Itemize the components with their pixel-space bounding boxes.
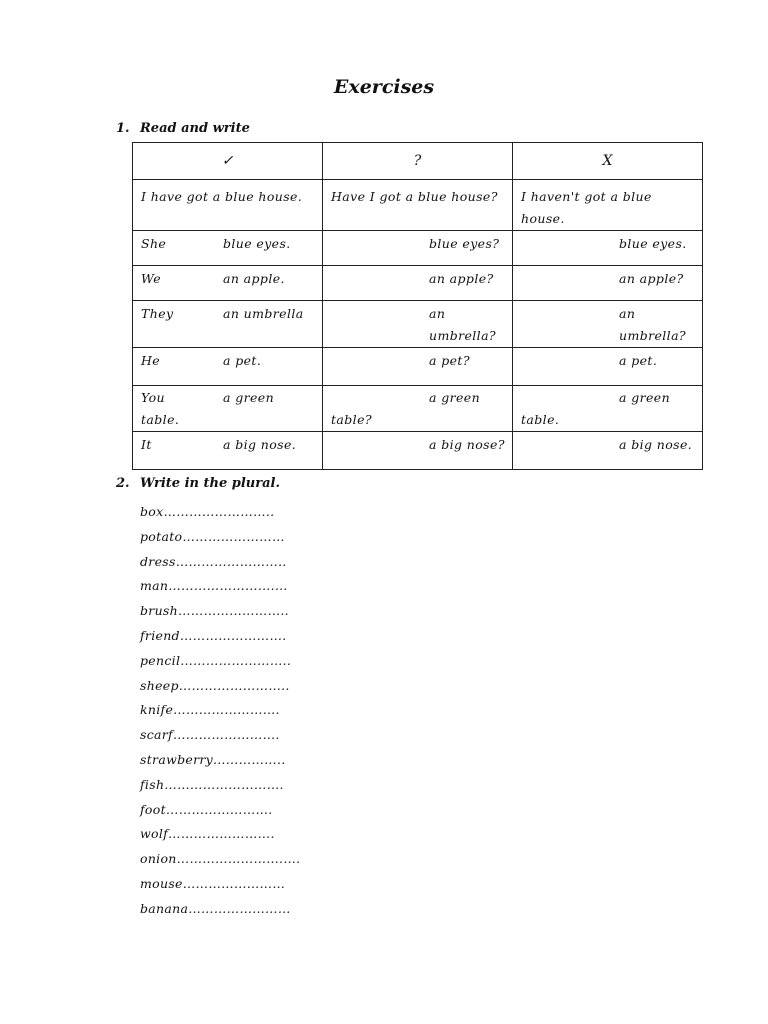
table-row xyxy=(133,266,703,301)
cell-text: I have got a blue house. xyxy=(141,189,303,204)
object: a pet. xyxy=(619,353,658,368)
table-cell xyxy=(323,180,513,231)
list-item: pencil…………………….. xyxy=(140,652,292,668)
subject: It xyxy=(141,437,152,452)
table-cell xyxy=(323,348,513,386)
table-cell xyxy=(133,386,323,432)
list-item: potato…………………… xyxy=(140,528,285,544)
table-cell xyxy=(133,432,323,470)
list-item: banana…………………… xyxy=(140,900,291,916)
cell-text: Have I got a blue house? xyxy=(331,189,498,204)
table-cell xyxy=(513,180,703,231)
header-affirmative: ✓ xyxy=(133,143,323,180)
list-item: scarf……………………. xyxy=(140,727,280,743)
table-row xyxy=(133,348,703,386)
object: a green xyxy=(223,390,275,405)
object: a pet? xyxy=(429,353,470,368)
table-cell xyxy=(133,180,323,231)
table-cell xyxy=(323,432,513,470)
object: a big nose. xyxy=(223,437,297,452)
subject: He xyxy=(141,353,161,368)
table-cell xyxy=(513,266,703,301)
section-1-title: Read and write xyxy=(140,121,250,136)
object: an umbrella xyxy=(223,306,304,321)
table-row xyxy=(133,301,703,348)
table-cell xyxy=(133,231,323,266)
object: an apple. xyxy=(223,271,285,286)
list-item: box…………………….. xyxy=(140,504,275,519)
list-item: onion…………………….…. xyxy=(140,851,301,867)
section-2-heading xyxy=(116,476,280,491)
table-row xyxy=(133,180,703,231)
table-cell xyxy=(133,266,323,301)
object: a pet. xyxy=(223,353,262,368)
table-row xyxy=(133,386,703,432)
cell-text: I haven't got a blue house. xyxy=(521,189,652,226)
object: an apple? xyxy=(429,271,494,286)
object: an umbrella? xyxy=(619,306,687,343)
table-cell xyxy=(513,231,703,266)
object-continued: table. xyxy=(521,412,560,427)
subject: They xyxy=(141,306,174,321)
object: blue eyes? xyxy=(429,236,500,251)
subject: She xyxy=(141,236,167,251)
page-title: Exercises xyxy=(333,76,435,98)
header-question: ? xyxy=(323,143,513,180)
subject: You xyxy=(141,390,165,405)
section-2-title: Write in the plural. xyxy=(140,476,280,491)
list-item: sheep…………………….. xyxy=(140,677,290,693)
table-cell xyxy=(513,301,703,348)
table-cell xyxy=(323,231,513,266)
object-continued: table? xyxy=(331,412,372,427)
read-and-write-table xyxy=(132,142,703,470)
subject: We xyxy=(141,271,162,286)
list-item: foot……………………. xyxy=(140,801,273,817)
list-item: man…………………….… xyxy=(140,578,288,594)
object-continued: table. xyxy=(141,412,180,427)
section-1-heading xyxy=(116,121,250,136)
list-item: knife……………………. xyxy=(140,702,280,718)
list-item: mouse…………………… xyxy=(140,875,286,891)
section-1-number: 1. xyxy=(116,121,130,136)
object: a big nose? xyxy=(429,437,505,452)
list-item: dress…………………….. xyxy=(140,553,287,569)
list-item: brush…………………….. xyxy=(140,603,289,619)
object: a green xyxy=(619,390,671,405)
object: an apple? xyxy=(619,271,684,286)
table-cell xyxy=(323,301,513,348)
plural-word-list xyxy=(140,500,300,922)
table-cell xyxy=(513,386,703,432)
object: blue eyes. xyxy=(619,236,687,251)
table-row xyxy=(133,432,703,470)
table-cell xyxy=(133,301,323,348)
table-cell xyxy=(513,432,703,470)
list-item: strawberry…………….. xyxy=(140,751,286,767)
list-item: fish………………………. xyxy=(140,776,284,792)
table-cell xyxy=(323,386,513,432)
section-2-number: 2. xyxy=(116,476,130,491)
table-header-row xyxy=(133,143,703,180)
object: an umbrella? xyxy=(429,306,497,343)
object: a big nose. xyxy=(619,437,693,452)
object: blue eyes. xyxy=(223,236,291,251)
table-row xyxy=(133,231,703,266)
list-item: friend……………………. xyxy=(140,627,287,643)
table-cell xyxy=(513,348,703,386)
table-cell xyxy=(133,348,323,386)
header-negative: X xyxy=(513,143,703,180)
object: a green xyxy=(429,390,481,405)
table-cell xyxy=(323,266,513,301)
list-item: wolf……………………. xyxy=(140,826,275,842)
